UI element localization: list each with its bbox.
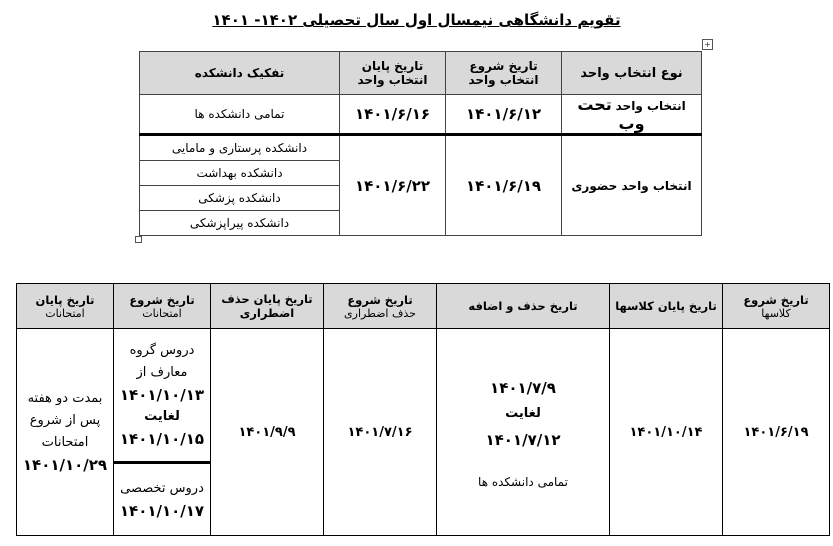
header-exam-end: تاریخ پایان امتحانات <box>17 284 114 329</box>
end-inperson: ۱۴۰۱/۶/۲۲ <box>340 135 446 236</box>
add-drop-cell: ۱۴۰۱/۷/۹ لغایت ۱۴۰۱/۷/۱۲ تمامی دانشکده ها <box>437 329 610 536</box>
exam-special-cell: دروس تخصصی ۱۴۰۱/۱۰/۱۷ <box>114 463 211 536</box>
exam-general-cell: دروس گروه معارف از ۱۴۰۱/۱۰/۱۳ لغایت ۱۴۰۱/۱۰/۱۵ <box>114 329 211 463</box>
page-title: تقویم دانشگاهی نیمسال اول سال تحصیلی ۱۴۰۲- ۱۴۰۱ <box>212 11 621 29</box>
table-row <box>17 329 830 463</box>
header-start: تاریخ شروع انتخاب واحد <box>446 52 562 95</box>
class-end-date: ۱۴۰۱/۱۰/۱۴ <box>610 329 723 536</box>
header-class-end: تاریخ پایان کلاسها <box>610 284 723 329</box>
header-emergency-end: تاریخ پایان حذف اضطراری <box>211 284 324 329</box>
unit-selection-table <box>139 51 702 236</box>
header-class-start: تاریخ شروع کلاسها <box>723 284 830 329</box>
table-move-handle-icon[interactable]: + <box>702 39 713 50</box>
header-emergency-start: تاریخ شروع حذف اضطراری <box>324 284 437 329</box>
faculty-item: دانشکده پیراپزشکی <box>140 211 340 236</box>
header-add-drop: تاریخ حذف و اضافه <box>437 284 610 329</box>
start-inperson: ۱۴۰۱/۶/۱۹ <box>446 135 562 236</box>
faculty-item: دانشکده بهداشت <box>140 161 340 186</box>
table-header-row <box>17 284 830 329</box>
type-inperson: انتخاب واحد حضوری <box>562 135 702 236</box>
emergency-end-date: ۱۴۰۱/۹/۹ <box>211 329 324 536</box>
faculty-item: دانشکده پزشکی <box>140 186 340 211</box>
table-resize-handle-icon[interactable] <box>135 236 142 243</box>
emergency-start-date: ۱۴۰۱/۷/۱۶ <box>324 329 437 536</box>
header-type: نوع انتخاب واحد <box>562 52 702 95</box>
table-row-online <box>140 95 702 135</box>
table-header-row <box>140 52 702 95</box>
header-end: تاریخ پایان انتخاب واحد <box>340 52 446 95</box>
type-online: انتخاب واحد تحت وب <box>562 95 702 135</box>
header-exam-start: تاریخ شروع امتحانات <box>114 284 211 329</box>
end-online: ۱۴۰۱/۶/۱۶ <box>340 95 446 135</box>
faculty-online: تمامی دانشکده ها <box>140 95 340 135</box>
header-faculty: تفکیک دانشکده <box>140 52 340 95</box>
exam-end-cell: بمدت دو هفته پس از شروع امتحانات ۱۴۰۱/۱۰/۲۹ <box>17 329 114 536</box>
faculty-item: دانشکده پرستاری و مامایی <box>140 135 340 161</box>
start-online: ۱۴۰۱/۶/۱۲ <box>446 95 562 135</box>
class-start-date: ۱۴۰۱/۶/۱۹ <box>723 329 830 536</box>
academic-calendar-table <box>16 283 830 536</box>
table-row-inperson <box>140 135 702 161</box>
